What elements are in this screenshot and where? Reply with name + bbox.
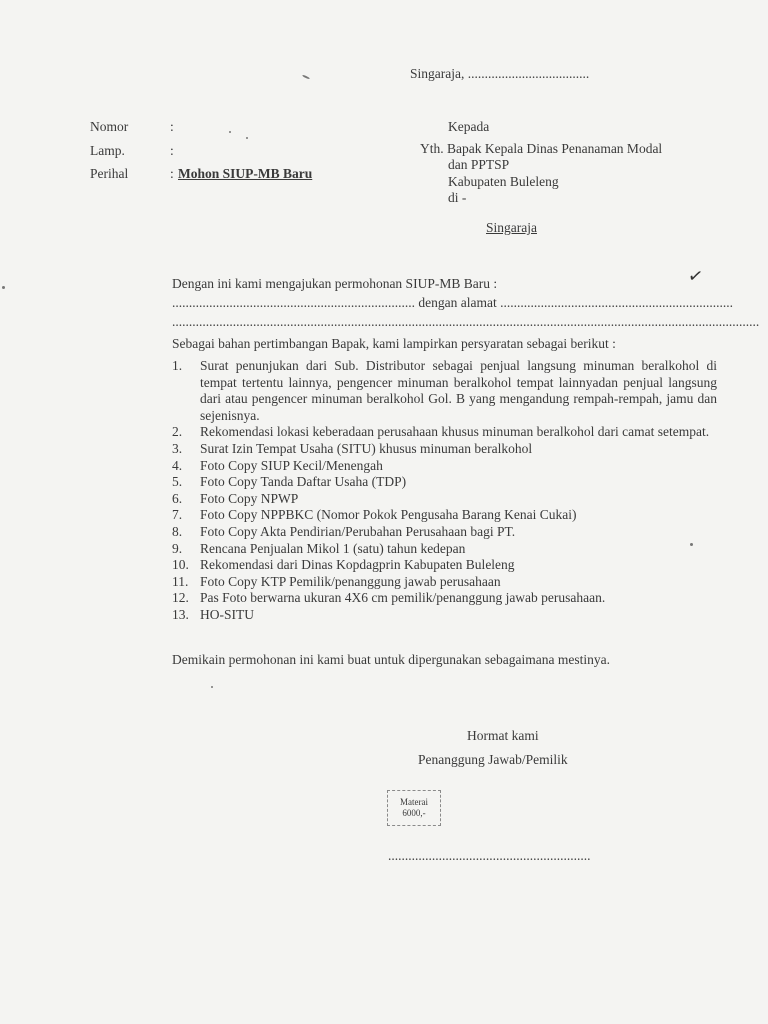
item-number: 12. <box>172 590 189 606</box>
item-number: 5. <box>172 474 183 490</box>
materai-label: Materai <box>400 797 428 807</box>
list-item <box>172 574 717 591</box>
item-text: Surat penunjukan dari Sub. Distributor sebagai penjual langsung minuman beralkohol di tempat tertentu lainnya, pengencer minuman beralkohol tempat lainnyadan penjual langsung dari atau pengencer minuman beralkohol Gol. B yang mengandung rempah-rempah, jamu dan sejenisnya. <box>200 358 717 423</box>
list-item <box>172 441 717 458</box>
requirements-list <box>172 358 717 624</box>
nomor-colon: : <box>170 119 174 134</box>
name-address-dots: ........................................................................ dengan alamat ..................................................................... <box>172 295 733 310</box>
list-item <box>172 474 717 491</box>
list-item <box>172 424 717 441</box>
item-text: Foto Copy KTP Pemilik/penanggung jawab perusahaan <box>200 573 501 589</box>
signature-name-line: ............................................................ <box>388 848 591 863</box>
item-text: Rencana Penjualan Mikol 1 (satu) tahun kedepan <box>200 540 466 556</box>
item-text: Surat Izin Tempat Usaha (SITU) khusus minuman beralkohol <box>200 440 533 456</box>
item-text: Foto Copy Akta Pendirian/Perubahan Perusahaan bagi PT. <box>200 523 516 539</box>
list-item <box>172 491 717 508</box>
item-number: 11. <box>172 573 189 589</box>
list-item <box>172 557 717 574</box>
recipient-line1: Yth. Bapak Kepala Dinas Penanaman Modal <box>420 141 663 156</box>
item-text: HO-SITU <box>200 606 254 622</box>
list-item <box>172 541 717 558</box>
hormat-kami: Hormat kami <box>467 728 539 743</box>
recipient-city: Singaraja <box>486 220 537 235</box>
item-number: 6. <box>172 490 183 506</box>
perihal-value: Mohon SIUP-MB Baru <box>178 166 313 181</box>
recipient-line2: dan PPTSP <box>448 157 510 172</box>
list-item <box>172 607 717 624</box>
lamp-colon: : <box>170 143 174 158</box>
item-text: Foto Copy NPPBKC (Nomor Pokok Pengusaha Barang Kenai Cukai) <box>200 507 577 523</box>
list-item <box>172 507 717 524</box>
materai-value: 6000,- <box>402 808 426 818</box>
city-date: Singaraja, .................................... <box>410 66 590 81</box>
recipient-line4: di - <box>448 190 467 205</box>
item-number: 9. <box>172 540 183 556</box>
item-number: 2. <box>172 424 183 440</box>
item-number: 8. <box>172 523 183 539</box>
kepada-label: Kepada <box>448 119 490 134</box>
item-number: 1. <box>172 358 183 373</box>
list-item <box>172 358 717 424</box>
item-number: 4. <box>172 457 183 473</box>
item-number: 3. <box>172 440 183 456</box>
intro-text: Dengan ini kami mengajukan permohonan SIUP-MB Baru : <box>172 276 498 291</box>
checkmark-icon: ✓ <box>686 264 705 288</box>
closing-text: Demikain permohonan ini kami buat untuk dipergunakan sebagaimana mestinya. <box>172 652 611 667</box>
item-text: Rekomendasi dari Dinas Kopdagprin Kabupaten Buleleng <box>200 557 515 573</box>
item-text: Foto Copy SIUP Kecil/Menengah <box>200 457 383 473</box>
item-number: 13. <box>172 606 189 622</box>
nomor-label: Nomor <box>90 119 129 134</box>
perihal-colon: : <box>170 166 174 181</box>
list-item <box>172 524 717 541</box>
signer-role: Penanggung Jawab/Pemilik <box>418 752 568 767</box>
item-number: 7. <box>172 507 183 523</box>
address-dots: .............................................................................................................................................................................. <box>172 314 760 329</box>
list-item <box>172 590 717 607</box>
item-text: Foto Copy Tanda Daftar Usaha (TDP) <box>200 474 407 490</box>
item-text: Pas Foto berwarna ukuran 4X6 cm pemilik/penanggung jawab perusahaan. <box>200 590 606 606</box>
lampiran-text: Sebagai bahan pertimbangan Bapak, kami lampirkan persyaratan sebagai berikut : <box>172 336 616 351</box>
item-text: Rekomendasi lokasi keberadaan perusahaan khusus minuman beralkohol dari camat setempat. <box>200 424 710 440</box>
materai-stamp <box>387 790 441 826</box>
perihal-label: Perihal <box>90 166 129 181</box>
list-item <box>172 458 717 475</box>
lamp-label: Lamp. <box>90 143 125 158</box>
recipient-line3: Kabupaten Buleleng <box>448 174 559 189</box>
item-text: Foto Copy NPWP <box>200 490 299 506</box>
item-number: 10. <box>172 557 189 573</box>
